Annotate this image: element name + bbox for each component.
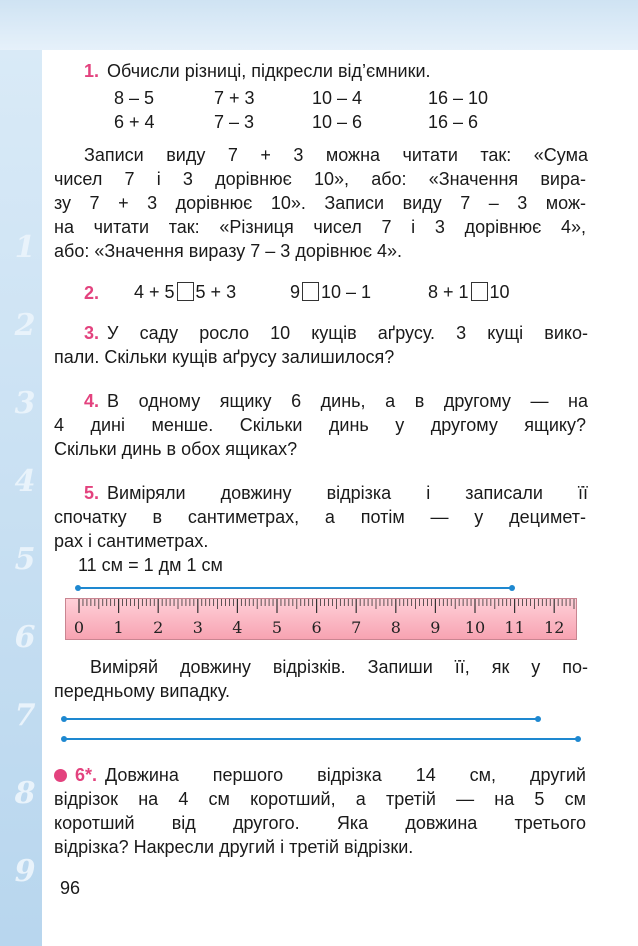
segment-11cm bbox=[78, 587, 512, 589]
comparison-left: 9 bbox=[290, 282, 301, 302]
segment-endpoint bbox=[509, 585, 515, 591]
comparison-right: 10 – 1 bbox=[321, 282, 372, 302]
explanation-line: Записи виду 7 + 3 можна читати так: «Сума bbox=[84, 145, 588, 165]
task-6-line bbox=[54, 764, 586, 786]
margin-number: 2 bbox=[14, 308, 36, 343]
task-6-text: Довжина першого відрізка 14 см, другий bbox=[105, 765, 586, 785]
bullet-icon bbox=[54, 769, 67, 782]
comparison bbox=[134, 282, 236, 303]
ruler-label: 8 bbox=[390, 618, 401, 637]
margin-number: 8 bbox=[14, 776, 36, 811]
expression: 6 + 4 bbox=[114, 112, 155, 132]
task-4-line: 4 дині менше. Скільки динь у другому ящику? bbox=[54, 415, 586, 435]
task-6-line: відрізок на 4 см коротший, а третій — на 5 см bbox=[54, 789, 586, 809]
expression: 7 – 3 bbox=[214, 112, 255, 132]
task-number: 3. bbox=[84, 323, 100, 343]
task-1-heading bbox=[84, 60, 431, 82]
task-2-heading bbox=[84, 282, 107, 304]
segment-endpoint bbox=[575, 736, 581, 742]
top-band bbox=[0, 0, 638, 50]
comparison-left: 4 + 5 bbox=[134, 282, 175, 302]
task-4-line: Скільки динь в обох ящиках? bbox=[54, 439, 298, 459]
comparison bbox=[290, 282, 371, 303]
task-4-text: В одному ящику 6 динь, а в другому — на bbox=[107, 391, 588, 411]
task-3-text: У саду росло 10 кущів аґрусу. 3 кущі вико- bbox=[107, 323, 588, 343]
task-number: 4. bbox=[84, 391, 100, 411]
segment-to-measure bbox=[64, 718, 538, 720]
ruler-label: 5 bbox=[271, 618, 283, 637]
ruler-label: 4 bbox=[232, 618, 243, 637]
ruler-label: 6 bbox=[311, 618, 322, 637]
ruler-label: 0 bbox=[73, 618, 85, 637]
answer-box[interactable] bbox=[302, 282, 319, 301]
explanation-line: на читати так: «Різниця чисел 7 і 3 дорівнює 4», bbox=[54, 217, 586, 237]
expression: 16 – 10 bbox=[428, 88, 489, 108]
task-6-line: відрізка? Накресли другий і третій відрізки. bbox=[54, 837, 414, 857]
task-5-line: рах і сантиметрах. bbox=[54, 531, 209, 551]
explanation-line: чисел 7 і 3 дорівнює 10», або: «Значення вира- bbox=[54, 169, 586, 189]
task-1-text: Обчисли різниці, підкресли від’ємники. bbox=[107, 61, 431, 81]
ruler-label: 9 bbox=[430, 618, 441, 637]
page-number: 96 bbox=[60, 878, 81, 898]
expression: 16 – 6 bbox=[428, 112, 479, 132]
ruler bbox=[65, 598, 577, 640]
task-number: 2. bbox=[84, 283, 100, 303]
task-number: 5. bbox=[84, 483, 100, 503]
margin-number: 7 bbox=[14, 698, 36, 733]
margin-number: 9 bbox=[14, 854, 36, 889]
measure-line: передньому випадку. bbox=[54, 681, 230, 701]
task-3-line bbox=[84, 322, 588, 344]
margin-strip bbox=[0, 50, 42, 946]
comparison-left: 8 + 1 bbox=[428, 282, 469, 302]
margin-number: 6 bbox=[14, 620, 36, 655]
expression: 10 – 4 bbox=[312, 88, 363, 108]
expression: 7 + 3 bbox=[214, 88, 255, 108]
ruler-label: 11 bbox=[504, 618, 525, 637]
segment-endpoint bbox=[535, 716, 541, 722]
margin-number: 3 bbox=[14, 386, 36, 421]
ruler-scale bbox=[66, 599, 576, 639]
task-number: 1. bbox=[84, 61, 100, 81]
ruler-label: 12 bbox=[544, 618, 565, 637]
task-number: 6*. bbox=[75, 765, 98, 785]
ruler-label: 2 bbox=[153, 618, 164, 637]
measurement-example: 11 см = 1 дм 1 см bbox=[78, 555, 223, 575]
expression: 8 – 5 bbox=[114, 88, 155, 108]
explanation-line: зу 7 + 3 дорівнює 10». Записи виду 7 – 3 мож- bbox=[54, 193, 586, 213]
expression: 10 – 6 bbox=[312, 112, 363, 132]
segment-endpoint bbox=[61, 736, 67, 742]
task-5-line: спочатку в сантиметрах, а потім — у децимет- bbox=[54, 507, 586, 527]
ruler-label: 7 bbox=[351, 618, 362, 637]
ruler-label: 1 bbox=[113, 618, 124, 637]
margin-number: 1 bbox=[14, 230, 36, 265]
task-4-line bbox=[84, 390, 588, 412]
comparison-right: 10 bbox=[489, 282, 510, 302]
measure-line: Виміряй довжину відрізків. Запиши її, як у по- bbox=[90, 657, 588, 677]
segment-endpoint bbox=[61, 716, 67, 722]
explanation-line: або: «Значення виразу 7 – 3 дорівнює 4». bbox=[54, 241, 403, 261]
comparison bbox=[428, 282, 510, 303]
task-6-line: коротший від другого. Яка довжина третього bbox=[54, 813, 586, 833]
segment-endpoint bbox=[75, 585, 81, 591]
margin-number: 5 bbox=[14, 542, 36, 577]
task-5-line bbox=[84, 482, 588, 504]
ruler-label: 10 bbox=[464, 618, 486, 637]
answer-box[interactable] bbox=[177, 282, 194, 301]
segment-to-measure bbox=[64, 738, 578, 740]
task-3-line: пали. Скільки кущів аґрусу залишилося? bbox=[54, 347, 395, 367]
comparison-right: 5 + 3 bbox=[195, 282, 237, 302]
task-5-text: Виміряли довжину відрізка і записали її bbox=[107, 483, 588, 503]
answer-box[interactable] bbox=[471, 282, 488, 301]
ruler-label: 3 bbox=[192, 618, 203, 637]
margin-number: 4 bbox=[14, 464, 36, 499]
